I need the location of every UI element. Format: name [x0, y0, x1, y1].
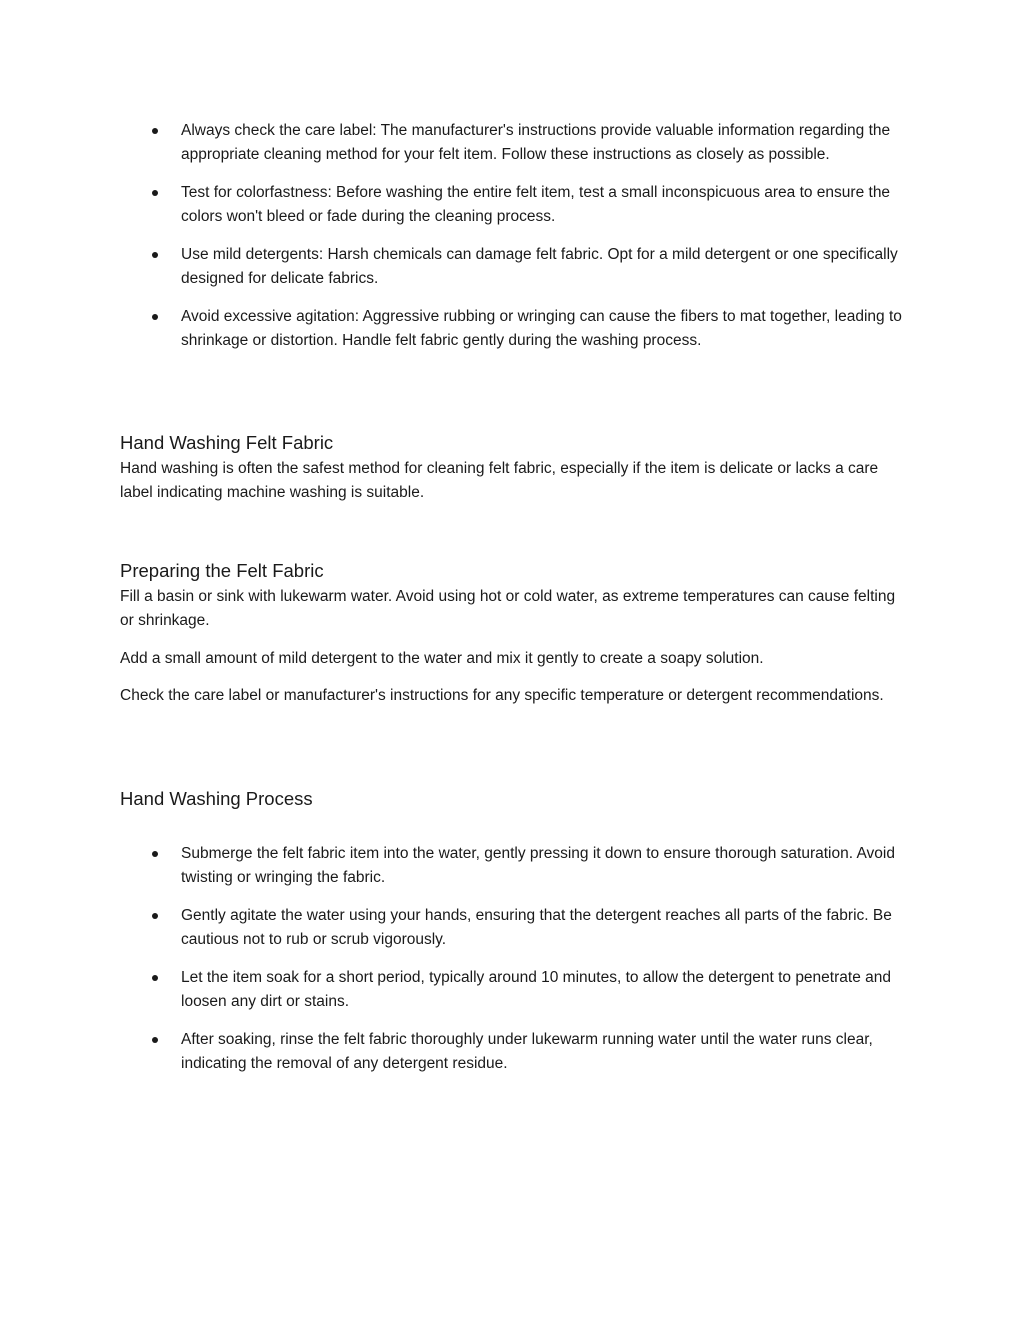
heading-hand-washing-process: Hand Washing Process [120, 788, 313, 809]
list-item: Submerge the felt fabric item into the water, gently pressing it down to ensure thorough saturation. Avoid twisting or wringing the fabric. [120, 842, 910, 890]
hand-washing-paragraph: Hand washing is often the safest method for cleaning felt fabric, especially if the item is delicate or lacks a care label indicating machine washing is suitable. [120, 460, 879, 501]
preparing-paragraph: Add a small amount of mild detergent to the water and mix it gently to create a soapy solution. [120, 650, 764, 667]
heading-preparing-felt-fabric: Preparing the Felt Fabric [120, 560, 324, 581]
list-item: Avoid excessive agitation: Aggressive rubbing or wringing can cause the fibers to mat together, leading to shrinkage or distortion. Handle felt fabric gently during the washing process. [120, 305, 910, 353]
process-bullet-list [120, 842, 910, 1090]
preparing-paragraph: Fill a basin or sink with lukewarm water. Avoid using hot or cold water, as extreme temperatures can cause felting or shrinkage. [120, 588, 896, 629]
intro-bullet-list [120, 119, 910, 367]
list-item: Use mild detergents: Harsh chemicals can damage felt fabric. Opt for a mild detergent or one specifically designed for delicate fabrics. [120, 243, 910, 291]
list-item: After soaking, rinse the felt fabric thoroughly under lukewarm running water until the water runs clear, indicating the removal of any detergent residue. [120, 1028, 910, 1076]
preparing-paragraph: Check the care label or manufacturer's instructions for any specific temperature or detergent recommendations. [120, 687, 884, 704]
list-item: Let the item soak for a short period, typically around 10 minutes, to allow the detergent to penetrate and loosen any dirt or stains. [120, 966, 910, 1014]
heading-hand-washing-felt-fabric: Hand Washing Felt Fabric [120, 432, 334, 453]
list-item: Always check the care label: The manufacturer's instructions provide valuable information regarding the appropriate cleaning method for your felt item. Follow these instructions as closely as possible. [120, 119, 910, 167]
list-item: Test for colorfastness: Before washing the entire felt item, test a small inconspicuous area to ensure the colors won't bleed or fade during the cleaning process. [120, 181, 910, 229]
list-item: Gently agitate the water using your hands, ensuring that the detergent reaches all parts of the fabric. Be cautious not to rub or scrub vigorously. [120, 904, 910, 952]
